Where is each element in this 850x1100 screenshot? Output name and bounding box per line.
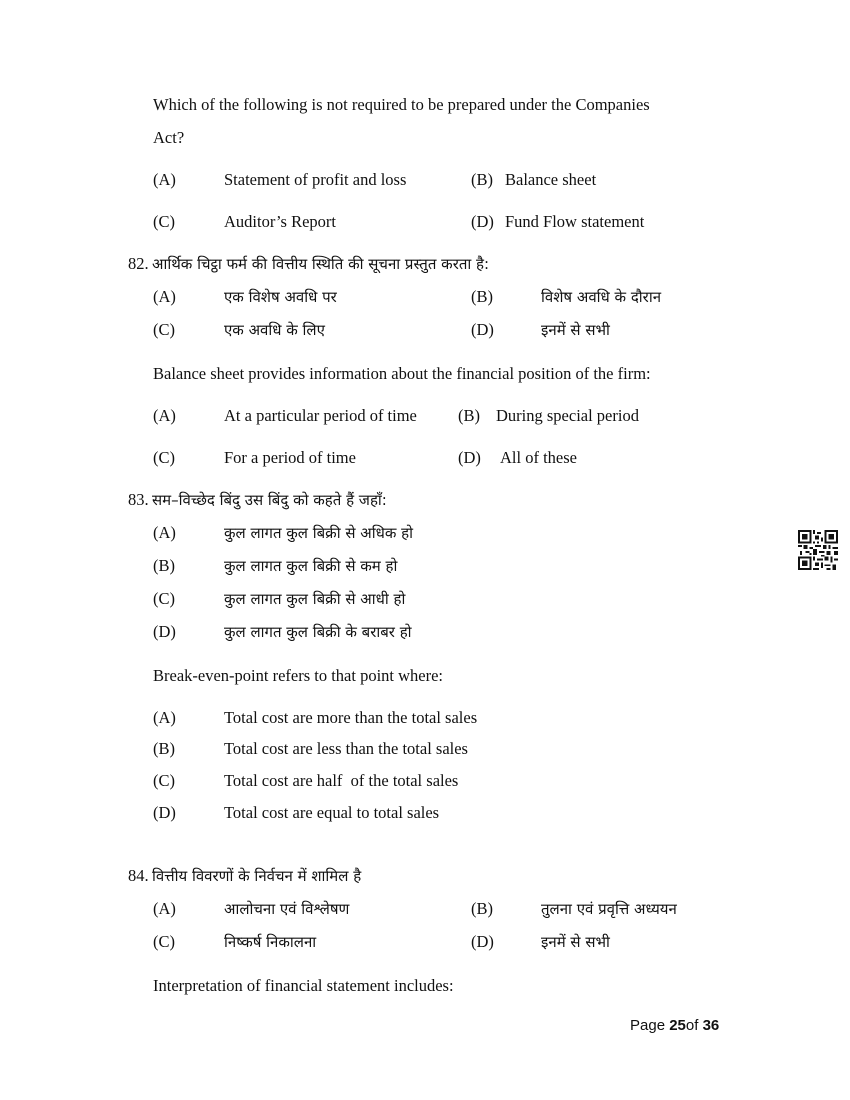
q83-english-stem: Break-even-point refers to that point where:	[153, 666, 444, 685]
page-word: Page	[630, 1017, 666, 1034]
q84-hindi-option-a-text: आलोचना एवं विश्लेषण	[224, 900, 350, 918]
q84-hindi-stem: वित्तीय विवरणों के निर्वचन में शामिल है	[152, 867, 362, 885]
q84-hindi-option-d-label: (D)	[471, 932, 494, 951]
q82-hindi-option-c-label: (C)	[153, 320, 175, 339]
q82-english-option-d-label: (D)	[458, 448, 481, 467]
q83-hindi-option-a-text: कुल लागत कुल बिक्री से अधिक हो	[224, 524, 413, 542]
q83-english-option-c-text: Total cost are half of the total sales	[224, 771, 459, 790]
q81-option-d-text: Fund Flow statement	[505, 212, 645, 231]
q83-hindi-stem: सम–विच्छेद बिंदु उस बिंदु को कहते हैं जहाँ:	[152, 491, 387, 509]
page-total: 36	[702, 1017, 720, 1034]
q82-english-option-c-text: For a period of time	[224, 448, 356, 467]
q83-hindi-option-b-label: (B)	[153, 556, 175, 575]
q83-english-option-d-label: (D)	[153, 803, 176, 822]
q84-hindi-option-b-label: (B)	[471, 899, 493, 918]
q83-hindi-option-a-label: (A)	[153, 523, 176, 542]
q81-option-b-text: Balance sheet	[505, 170, 597, 189]
q83-hindi-option-d-text: कुल लागत कुल बिक्री के बराबर हो	[224, 623, 412, 641]
q82-hindi-option-c-text: एक अवधि के लिए	[224, 321, 325, 339]
q83-english-option-a-text: Total cost are more than the total sales	[224, 708, 478, 727]
q82-english-stem: Balance sheet provides information about the financial position of the firm:	[153, 364, 651, 383]
q84-number: 84.	[128, 866, 149, 885]
q82-hindi-option-b-label: (B)	[471, 287, 493, 306]
q84-hindi-option-c-text: निष्कर्ष निकालना	[224, 933, 317, 951]
q82-number: 82.	[128, 254, 149, 273]
q83-hindi-option-c-label: (C)	[153, 589, 175, 608]
page-number	[630, 1017, 719, 1034]
q84-hindi-option-a-label: (A)	[153, 899, 176, 918]
qr-code-icon	[798, 530, 838, 570]
q82-hindi-option-a-text: एक विशेष अवधि पर	[224, 288, 337, 306]
of-word: of	[685, 1017, 699, 1034]
q84-hindi-option-b-text: तुलना एवं प्रवृत्ति अध्ययन	[541, 900, 677, 918]
q82-hindi-option-d-label: (D)	[471, 320, 494, 339]
q83-english-option-b-label: (B)	[153, 739, 175, 758]
q82-english-option-a-text: At a particular period of time	[224, 406, 417, 425]
q81-stem-line1: Which of the following is not required to be prepared under the Companies	[153, 95, 650, 114]
q83-english-option-b-text: Total cost are less than the total sales	[224, 739, 468, 758]
q82-english-option-c-label: (C)	[153, 448, 175, 467]
q83-english-option-d-text: Total cost are equal to total sales	[224, 803, 440, 822]
q83-hindi-option-c-text: कुल लागत कुल बिक्री से आधी हो	[224, 590, 406, 608]
q81-option-c-label: (C)	[153, 212, 175, 231]
q83-hindi-option-b-text: कुल लागत कुल बिक्री से कम हो	[224, 557, 398, 575]
q83-english-option-a-label: (A)	[153, 708, 176, 727]
q82-hindi-stem: आर्थिक चिट्ठा फर्म की वित्तीय स्थिति की सूचना प्रस्तुत करता है:	[152, 255, 490, 273]
q81-option-d-label: (D)	[471, 212, 494, 231]
q81-option-b-label: (B)	[471, 170, 493, 189]
q82-english-option-b-label: (B)	[458, 406, 480, 425]
q82-hindi-option-b-text: विशेष अवधि के दौरान	[541, 288, 662, 306]
q83-english-option-c-label: (C)	[153, 771, 175, 790]
q84-hindi-option-d-text: इनमें से सभी	[541, 933, 610, 951]
q81-stem-line2: Act?	[153, 128, 185, 147]
q81-option-a-label: (A)	[153, 170, 176, 189]
q84-english-stem: Interpretation of financial statement includes:	[153, 976, 454, 995]
q83-number: 83.	[128, 490, 149, 509]
q84-hindi-option-c-label: (C)	[153, 932, 175, 951]
q81-option-c-text: Auditor’s Report	[224, 212, 336, 231]
q82-english-option-b-text: During special period	[496, 406, 639, 425]
q82-english-option-d-text: All of these	[500, 448, 577, 467]
q81-option-a-text: Statement of profit and loss	[224, 170, 407, 189]
q82-hindi-option-a-label: (A)	[153, 287, 176, 306]
q82-hindi-option-d-text: इनमें से सभी	[541, 321, 610, 339]
page-current: 25	[669, 1017, 686, 1034]
q82-english-option-a-label: (A)	[153, 406, 176, 425]
q83-hindi-option-d-label: (D)	[153, 622, 176, 641]
